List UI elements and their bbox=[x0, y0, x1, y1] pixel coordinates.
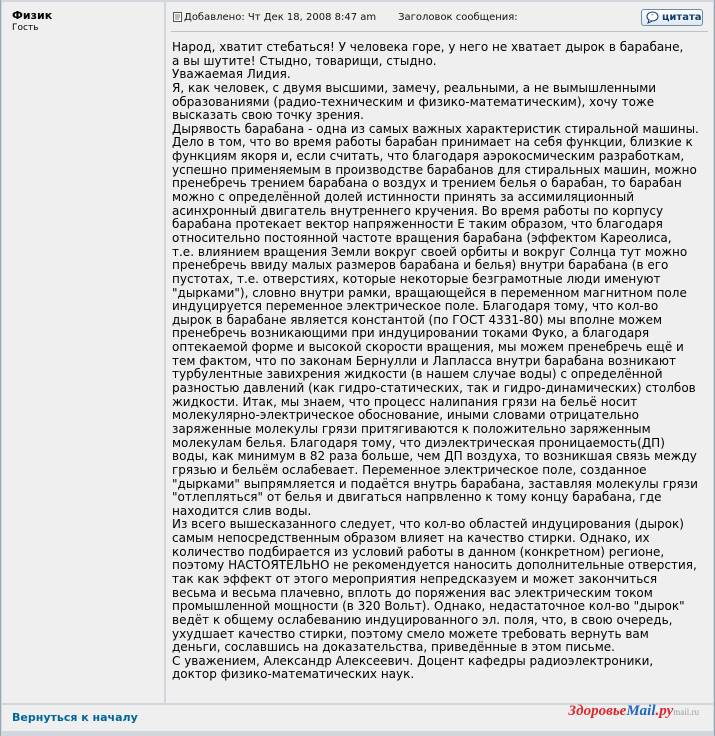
post-body-line: пустотах, т.е. отверстиях, которые некоторые безграмотные люди именуют bbox=[172, 271, 661, 286]
post-body-line: промышленной мощности (в 320 Вольт). Однако, недастаточное кол-во "дырок" bbox=[172, 599, 685, 614]
post-body-line: молекулам белья. Благодаря тому, что диэлектрическая проницаемость(ДП) bbox=[172, 435, 665, 450]
post-meta bbox=[184, 12, 518, 23]
post-body-line: пренебречь трением барабана о воздух и трением белья о барабан, то барабан bbox=[172, 176, 682, 191]
post-body-line: барабана протекает вектор напряженности Е таким образом, что благодаря bbox=[172, 217, 663, 232]
back-to-top-link[interactable]: Вернуться к началу bbox=[12, 711, 138, 724]
post-body-line: весьма и весьма плачевно, вплоть до поряжения вас электрическим током bbox=[172, 585, 653, 600]
quote-icon bbox=[646, 11, 659, 24]
post-body-line: Из всего вышесказанного следует, что кол-во областей индуцирования (дырок) bbox=[172, 517, 684, 532]
post-body-line: Дырявость барабана - одна из самых важных характеристик стиральной машины. bbox=[172, 121, 699, 136]
site-watermark: ЗдоровьеMail.руmail.ru bbox=[568, 703, 699, 719]
post-body-line: разностью давлений (как гидро-статических, так и гидро-динамических) столбов bbox=[172, 381, 696, 396]
post-body-line: поэтому НАСТОЯТЕЛЬНО не рекомендуется наносить дополнительные отверстия, bbox=[172, 558, 697, 573]
post-body-line: пренебречь ввиду малых размеров барабана и белья) внутри барабана (в его bbox=[172, 258, 669, 273]
post-body bbox=[172, 41, 708, 682]
post-body-line: С уважением, Александр Алексеевич. Доцент кафедры радиоэлектроники, bbox=[172, 653, 654, 668]
post-body-line: асинхронный двигатель внутреннего кручения. Во время работы по корпусу bbox=[172, 203, 664, 218]
post-body-line: заряженные молекулы грязи притягиваются к положительно заряженным bbox=[172, 421, 651, 436]
quote-button-label: цитата bbox=[662, 12, 702, 23]
post-body-line: находится слив воды. bbox=[172, 503, 312, 518]
post-body-line: ведёт к общему ослабеванию индуцированного эл. поля, что, в свою очередь, bbox=[172, 612, 673, 627]
post-body-line: Дело в том, что во время работы барабан принимает на себя функции, близкие к bbox=[172, 135, 693, 150]
author-column bbox=[2, 2, 164, 703]
post-separator bbox=[171, 31, 708, 32]
author-rank: Гость bbox=[12, 23, 39, 33]
post-body-line: можно с определённой долей истинности принять за ассимиляционный bbox=[172, 190, 635, 205]
post-body-line: воды, как минимум в 82 раза больше, чем ДП воздуха, то возникшая связь между bbox=[172, 449, 697, 464]
post-body-line: функциям якоря и, если считать, что благодаря аэрокосмическим разработкам, bbox=[172, 149, 685, 164]
post-body-line: а вы шутите! Стыдно, товарищи, стыдно. bbox=[172, 53, 437, 68]
post-date: Добавлено: Чт Дек 18, 2008 8:47 am bbox=[184, 12, 377, 23]
post-body-line: жидкости. Итак, мы знаем, что процесс налипания грязи на бельё носит bbox=[172, 394, 638, 409]
post-body-line: Уважаемая Лидия. bbox=[172, 67, 291, 82]
post-body-line: Я, как человек, с двумя высшими, замечу, реальными, а не вымышленными bbox=[172, 80, 657, 95]
post-body-line: пренебречь возникающими при индуцировании токами Фуко, а благодаря bbox=[172, 326, 650, 341]
post-body-line: относительно постоянной частоте вращения барабана (эффектом Кареолиса, bbox=[172, 230, 672, 245]
post-body-line: количество подбирается из условий работы в данном (конкретном) регионе, bbox=[172, 544, 665, 559]
quote-button[interactable] bbox=[641, 9, 703, 26]
post-body-line: индуцируется переменное электрическое поле. Благодаря тому, что кол-во bbox=[172, 299, 659, 314]
post-body-line: молекулярно-электрическое обоснование, иными словами отрицательно bbox=[172, 408, 639, 423]
post-icon[interactable] bbox=[173, 12, 182, 22]
post-body-line: так как эффект от этого мероприятия непредсказуем и может закончиться bbox=[172, 571, 658, 586]
post-body-line: т.е. влиянием вращения Земли вокруг своей орбиты и вокруг Солнца тут можно bbox=[172, 244, 688, 259]
post-body-line: самым непосредственным образом влияет на качество стирки. Однако, их bbox=[172, 531, 650, 546]
post-body-line: "отлепляться" от белья и двигаться напрвленно к тому концу барабана, где bbox=[172, 490, 662, 505]
svg-text:": " bbox=[651, 14, 654, 21]
post-body-line: "дырками"), словно внутри рамки, вращающейся в переменном магнитном поле bbox=[172, 285, 687, 300]
post-body-line: дырок в барабане является константой (по ГОСТ 4331-80) мы вполне можем bbox=[172, 312, 663, 327]
post-body-line: грязью и бельём ослабевает. Переменное электрическое поле, созданное bbox=[172, 462, 647, 477]
post-header bbox=[173, 9, 705, 31]
post-body-line: "дырками" выпрямляется и подаётся внутрь барабана, заставляя молекулы грязи bbox=[172, 476, 698, 491]
post-body-line: деньги, сославшись на доказательства, приведённые в этом письме. bbox=[172, 640, 615, 655]
post-body-line: оптекаемой форме и высокой скорости вращения, мы можем пренебречь ещё и bbox=[172, 340, 684, 355]
post-body-line: турбулентные завихрения жидкости (в нашем случае воды) с определённой bbox=[172, 367, 663, 382]
post-body-line: образованиями (радио-техническим и физико-математическим), хочу тоже bbox=[172, 94, 655, 109]
post-column bbox=[166, 2, 713, 703]
post-body-line: тем фактом, что по законам Бернулли и Лапласса внутри барабана возникают bbox=[172, 353, 676, 368]
post-body-line: успешно применяемым в производстве барабанов для стиральных машин, можно bbox=[172, 162, 697, 177]
bottom-row bbox=[2, 705, 713, 731]
post-body-line: высказать свою точку зрения. bbox=[172, 108, 364, 123]
post-body-line: ухудшает качество стирки, поэтому смело можете требовать вернуть вам bbox=[172, 626, 649, 641]
post-body-line: Народ, хватит стебаться! У человека горе, у него не хватает дырок в барабане, bbox=[172, 40, 684, 54]
post-subject-label: Заголовок сообщения: bbox=[398, 12, 518, 23]
author-name[interactable]: Физик bbox=[12, 9, 53, 22]
post-body-line: доктор физико-математических наук. bbox=[172, 667, 415, 682]
